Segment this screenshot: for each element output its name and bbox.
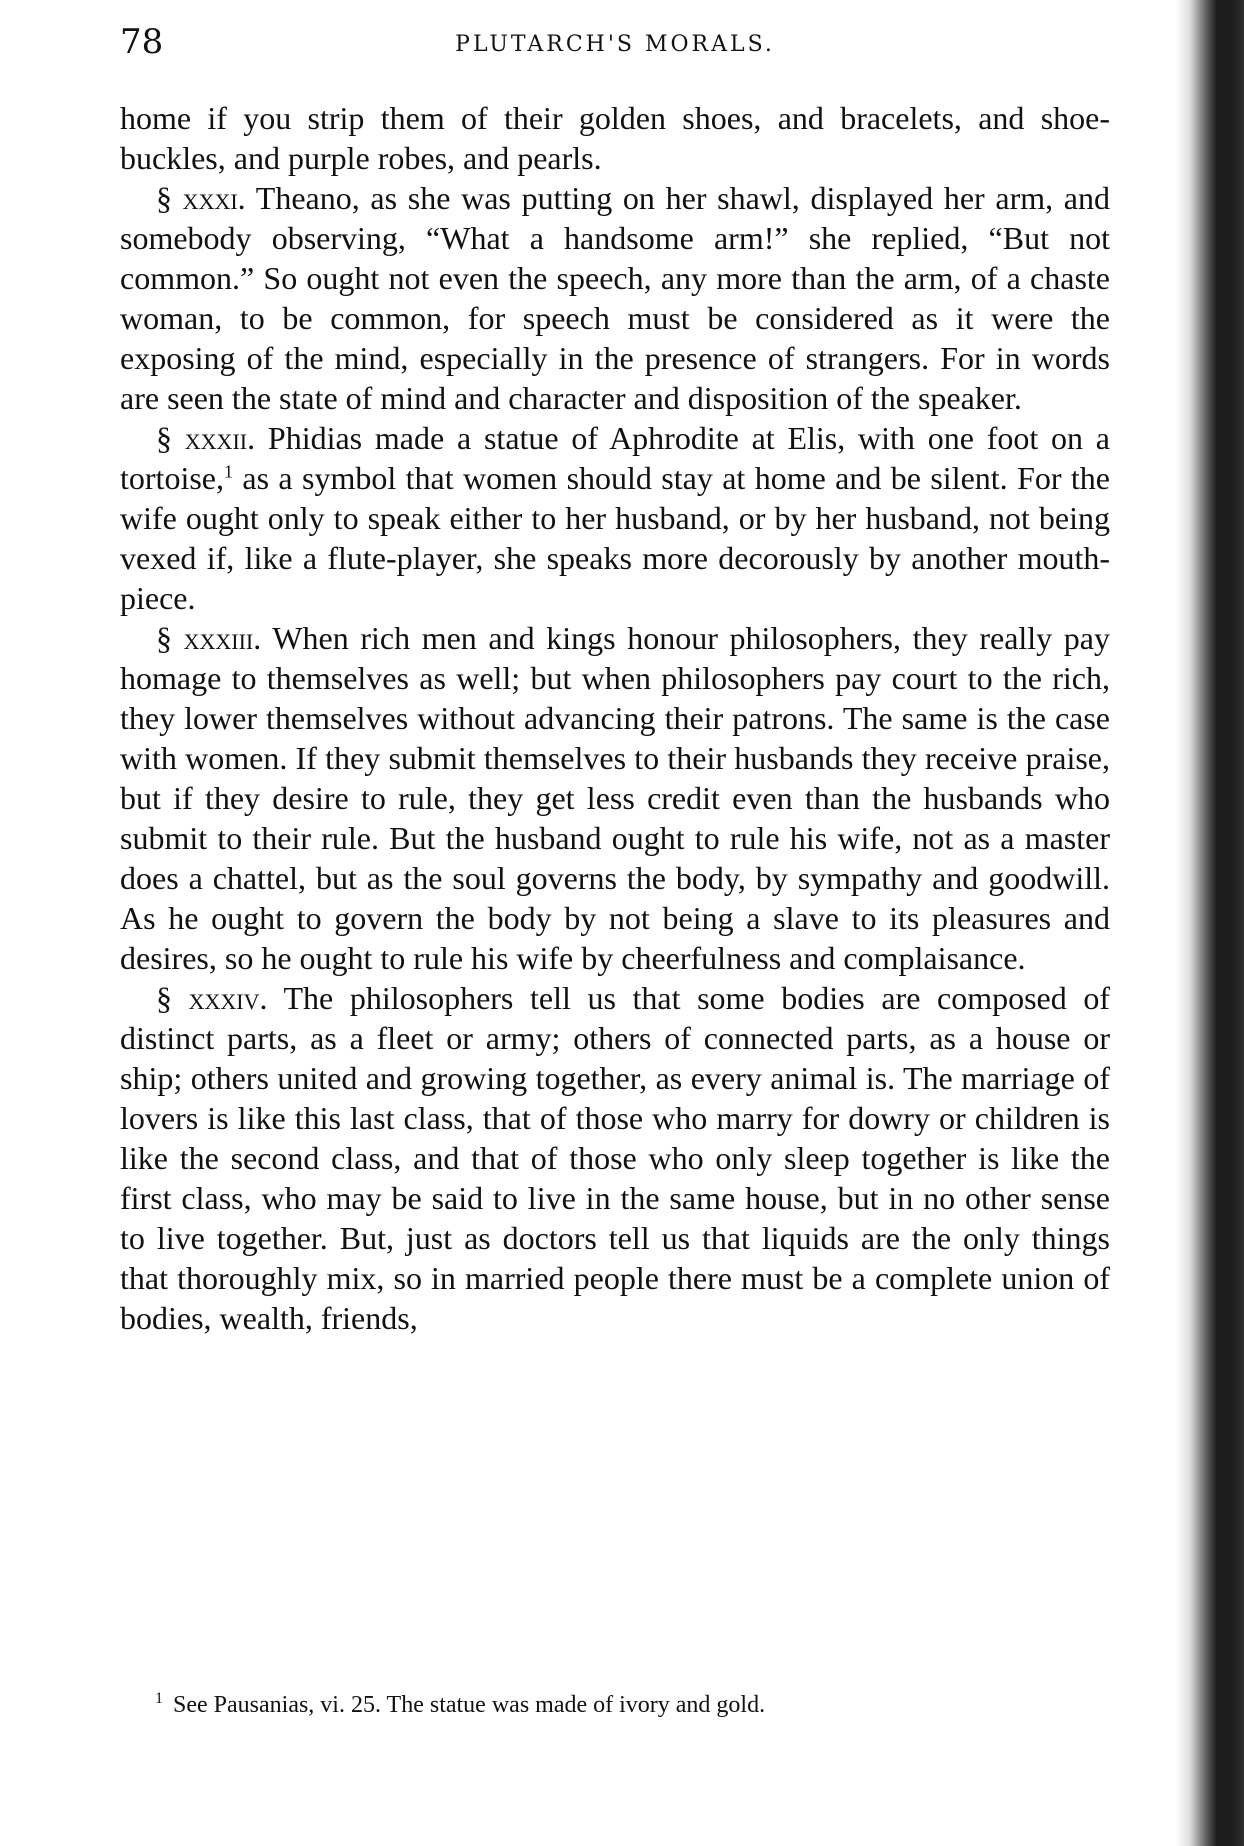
- footnote-marker: 1: [155, 1690, 163, 1707]
- paragraph-text-continued: as a symbol that women should stay at home and be silent. For the wife ought only to speak either to her husband, or by her husband, not being vexed if, like a flute-player, she speaks more decorously by another mouth-piece.: [120, 460, 1110, 616]
- paragraph-section-31: [120, 178, 1110, 418]
- paragraph-text: When rich men and kings honour philosophers, they really pay homage to themselves as well; but when philosophers pay court to the rich, they lower themselves without advancing their patrons. The same is the case with women. If they submit themselves to their husbands they receive praise, but if they desire to rule, they get less credit even than the husbands who submit to their rule. But the husband ought to rule his wife, not as a master does a chattel, but as the soul governs the body, by sympathy and goodwill. As he ought to govern the body by not being a slave to its pleasures and desires, so he ought to rule his wife by cheerfulness and complaisance.: [120, 620, 1111, 976]
- paragraph-text: Theano, as she was putting on her shawl, displayed her arm, and somebody observing, “What a handsome arm!” she replied, “But not common.” So ought not even the speech, any more than the arm, of a chaste woman, to be common, for speech must be considered as it were the exposing of the mind, especially in the presence of strangers. For in words are seen the state of mind and character and disposition of the speaker.: [120, 180, 1111, 416]
- paragraph-section-34: [120, 978, 1110, 1338]
- footnote-reference: 1: [223, 461, 233, 482]
- paragraph-text: Phidias made a statue of Aphrodite at Elis, with one foot on a tortoise,: [120, 420, 1110, 496]
- page-number: 78: [120, 22, 164, 62]
- running-title: PLUTARCH'S MORALS.: [455, 32, 775, 57]
- book-binding-shadow: [1176, 0, 1244, 1846]
- section-number: § xxxiii.: [156, 620, 262, 656]
- section-number: § xxxii.: [156, 420, 256, 456]
- section-number: § xxxi.: [156, 180, 246, 216]
- paragraph-section-33: [120, 618, 1110, 978]
- section-number: § xxxiv.: [156, 980, 268, 1016]
- page-header: [120, 22, 1110, 72]
- paragraph-section-32: [120, 418, 1110, 618]
- paragraph-text: home if you strip them of their golden shoes, and bracelets, and shoe-buckles, and purple robes, and pearls.: [120, 100, 1110, 176]
- paragraph-text: The philosophers tell us that some bodies are composed of distinct parts, as a fleet or army; others of connected parts, as a house or ship; others united and growing together, as every animal is. The marriage of lovers is like this last class, that of those who marry for dowry or children is like the second class, and that of those who only sleep together is like the first class, who may be said to live in the same house, but in no other sense to live together. But, just as doctors tell us that liquids are the only things that thoroughly mix, so in married people there must be a complete union of bodies, wealth, friends,: [120, 980, 1111, 1336]
- paragraph-continuation: [120, 98, 1110, 178]
- main-text: [120, 98, 1110, 1338]
- footnote-text: See Pausanias, vi. 25. The statue was made of ivory and gold.: [173, 1692, 766, 1718]
- footnote: [155, 1690, 1110, 1719]
